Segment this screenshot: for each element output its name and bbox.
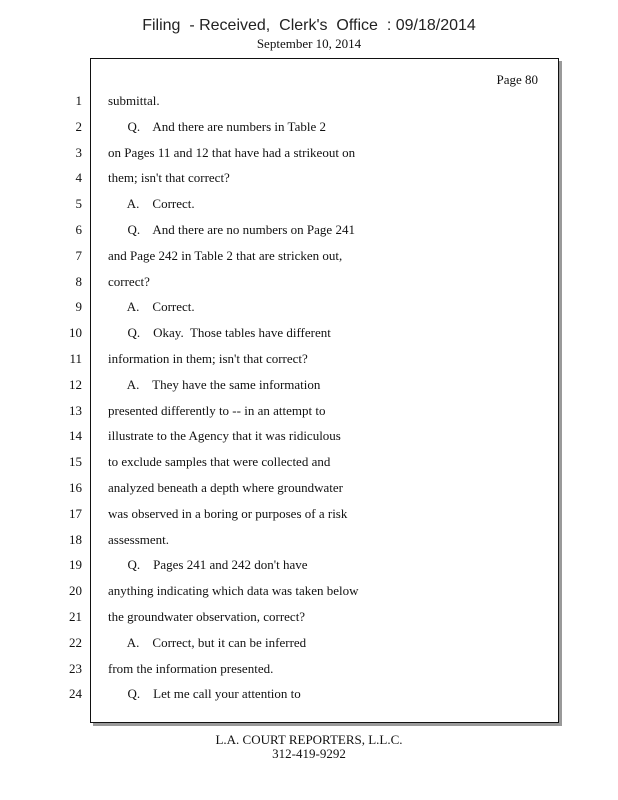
- line-text: was observed in a boring or purposes of a risk: [108, 505, 348, 521]
- court-reporter-phone: 312-419-9292: [272, 746, 346, 761]
- line-text: Q. And there are no numbers on Page 241: [108, 222, 355, 237]
- line-text: on Pages 11 and 12 that have had a strikeout on: [108, 144, 356, 160]
- line-text: A. Correct, but it can be inferred: [108, 634, 307, 650]
- line-number: 7: [75, 247, 82, 263]
- line-text: and Page 242 in Table 2 that are stricken out,: [108, 247, 343, 263]
- transcript-line: [0, 220, 560, 240]
- line-text: them; isn't that correct?: [108, 170, 230, 186]
- line-text: submittal.: [108, 93, 160, 108]
- line-number: 11: [69, 351, 82, 366]
- line-number: 22: [69, 634, 82, 650]
- transcript-line: [0, 375, 560, 395]
- line-number: 17: [69, 505, 82, 521]
- line-number: 18: [69, 531, 82, 547]
- line-number: 2: [75, 118, 82, 134]
- transcript-line: [0, 633, 560, 653]
- line-number: 23: [69, 660, 82, 676]
- transcript-line: [0, 659, 560, 679]
- line-number: 4: [75, 170, 82, 186]
- line-text: Q. Let me call your attention to: [108, 686, 301, 702]
- transcript-line: [0, 555, 560, 575]
- line-number: 1: [75, 93, 82, 108]
- transcript-line: [0, 91, 560, 111]
- transcript-date: September 10, 2014: [256, 36, 362, 51]
- transcript-line: [0, 684, 560, 704]
- transcript-line: [0, 426, 560, 446]
- line-number: 13: [69, 402, 82, 418]
- line-number: 19: [69, 557, 82, 573]
- line-number: 10: [69, 325, 82, 341]
- page-number: Page 80: [496, 72, 538, 87]
- transcript-line: [0, 246, 560, 266]
- transcript-line: [0, 349, 560, 369]
- transcript-line: [0, 581, 560, 601]
- filing-stamp: Filing - Received, Clerk's Office : 09/18/2014: [142, 17, 476, 34]
- transcript-line: [0, 323, 560, 343]
- transcript-line: [0, 194, 560, 214]
- line-text: information in them; isn't that correct?: [108, 351, 308, 366]
- line-text: the groundwater observation, correct?: [108, 609, 306, 624]
- transcript-line: [0, 504, 560, 524]
- line-text: A. They have the same information: [108, 376, 321, 392]
- transcript-line: [0, 117, 560, 137]
- transcript-line: [0, 297, 560, 317]
- line-number: 8: [75, 273, 82, 289]
- transcript-line: [0, 452, 560, 472]
- line-text: Q. And there are numbers in Table 2: [108, 118, 326, 134]
- transcript-line: [0, 401, 560, 421]
- transcript-line: [0, 143, 560, 163]
- line-text: presented differently to -- in an attempt to: [108, 402, 326, 418]
- line-text: Q. Pages 241 and 242 don't have: [108, 557, 308, 573]
- line-text: analyzed beneath a depth where groundwater: [108, 480, 343, 495]
- line-text: illustrate to the Agency that it was ridiculous: [108, 428, 341, 444]
- transcript-line: [0, 478, 560, 498]
- line-text: assessment.: [108, 531, 170, 547]
- line-number: 6: [75, 222, 82, 237]
- transcript-line: [0, 272, 560, 292]
- line-number: 14: [69, 428, 82, 444]
- line-number: 12: [69, 376, 82, 392]
- transcript-line: [0, 168, 560, 188]
- line-number: 5: [75, 196, 82, 212]
- transcript-line: [0, 530, 560, 550]
- line-text: A. Correct.: [108, 299, 195, 315]
- line-number: 16: [69, 480, 82, 495]
- line-text: to exclude samples that were collected and: [108, 454, 331, 470]
- line-text: correct?: [108, 273, 150, 289]
- line-text: A. Correct.: [108, 196, 195, 212]
- line-number: 20: [69, 583, 82, 599]
- court-reporter-name: L.A. COURT REPORTERS, L.L.C.: [215, 732, 403, 747]
- line-number: 21: [69, 609, 82, 624]
- line-text: Q. Okay. Those tables have different: [108, 325, 331, 341]
- line-number: 3: [75, 144, 82, 160]
- line-text: anything indicating which data was taken below: [108, 583, 359, 599]
- line-text: from the information presented.: [108, 660, 274, 676]
- transcript-line: [0, 607, 560, 627]
- line-number: 9: [75, 299, 82, 315]
- line-number: 15: [69, 454, 82, 470]
- line-number: 24: [69, 686, 82, 702]
